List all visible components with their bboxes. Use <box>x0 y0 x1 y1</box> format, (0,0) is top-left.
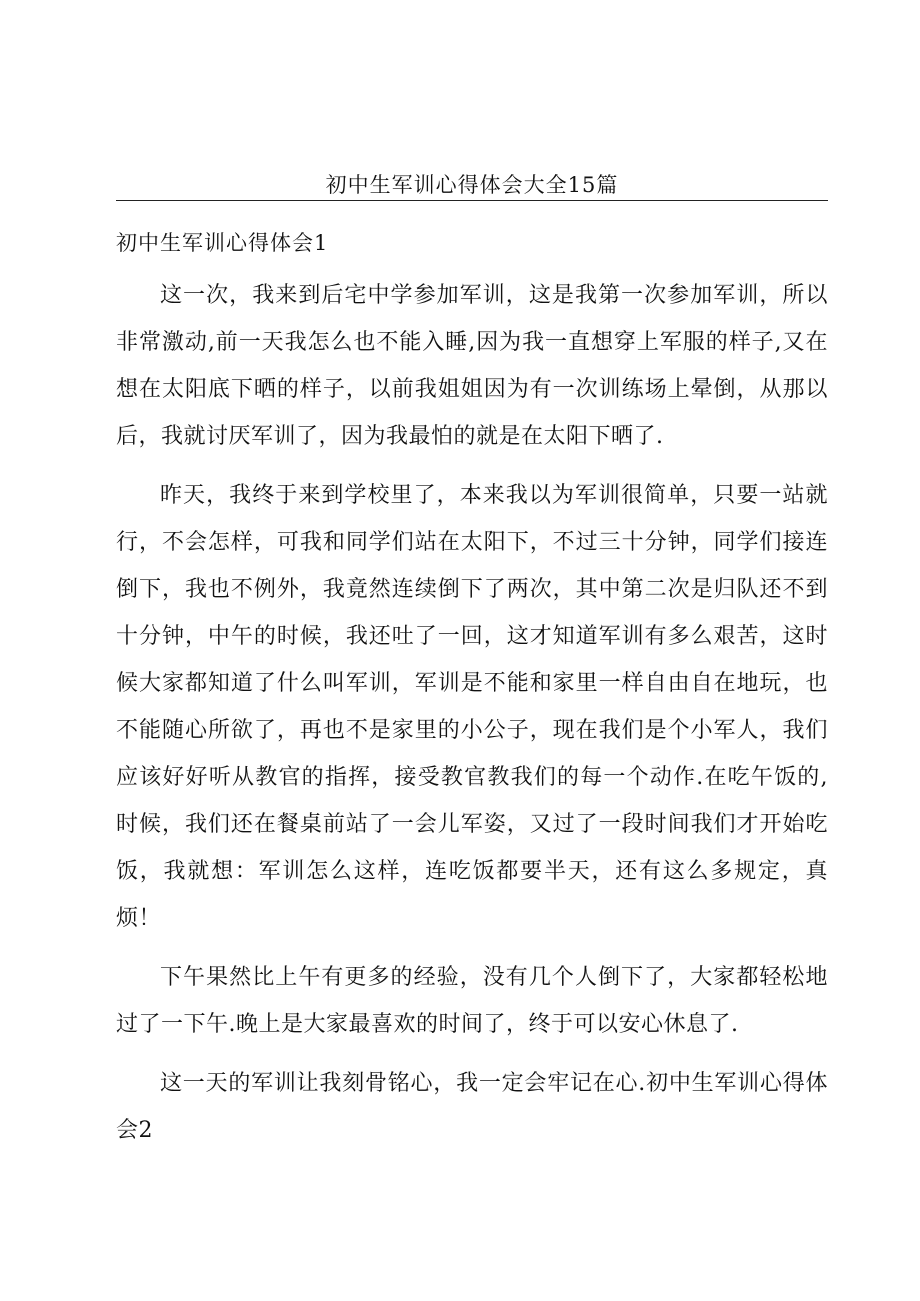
title-divider <box>116 200 828 201</box>
paragraph-2: 昨天，我终于来到学校里了，本来我以为军训很简单，只要一站就行，不会怎样，可我和同学们站在太阳下，不过三十分钟，同学们接连倒下，我也不例外，我竟然连续倒下了两次，其中第二次是归队还不到十分钟，中午的时候，我还吐了一回，这才知道军训有多么艰苦，这时候大家都知道了什么叫军训，军训是不能和家里一样自由自在地玩，也不能随心所欲了，再也不是家里的小公子，现在我们是个小军人，我们应该好好听从教官的指挥，接受教官教我们的每一个动作.在吃午饭的,时候，我们还在餐桌前站了一会儿军姿，又过了一段时间我们才开始吃饭，我就想：军训怎么这样，连吃饭都要半天，还有这么多规定，真烦！ <box>116 483 828 931</box>
paragraph-4: 这一天的军训让我刻骨铭心，我一定会牢记在心.初中生军训心得体会2 <box>116 1071 828 1143</box>
section-heading: 初中生军训心得体会1 <box>116 231 329 255</box>
document-title: 初中生军训心得体会大全15篇 <box>325 173 619 197</box>
paragraph-1: 这一次，我来到后宅中学参加军训，这是我第一次参加军训，所以非常激动,前一天我怎么也不能入睡,因为我一直想穿上军服的样子,又在想在太阳底下晒的样子，以前我姐姐因为有一次训练场上晕倒，从那以后，我就讨厌军训了，因为我最怕的就是在太阳下晒了. <box>116 283 828 449</box>
paragraph-3: 下午果然比上午有更多的经验，没有几个人倒下了，大家都轻松地过了一下午.晚上是大家最喜欢的时间了，终于可以安心休息了. <box>116 965 828 1037</box>
body-text <box>116 272 828 1166</box>
